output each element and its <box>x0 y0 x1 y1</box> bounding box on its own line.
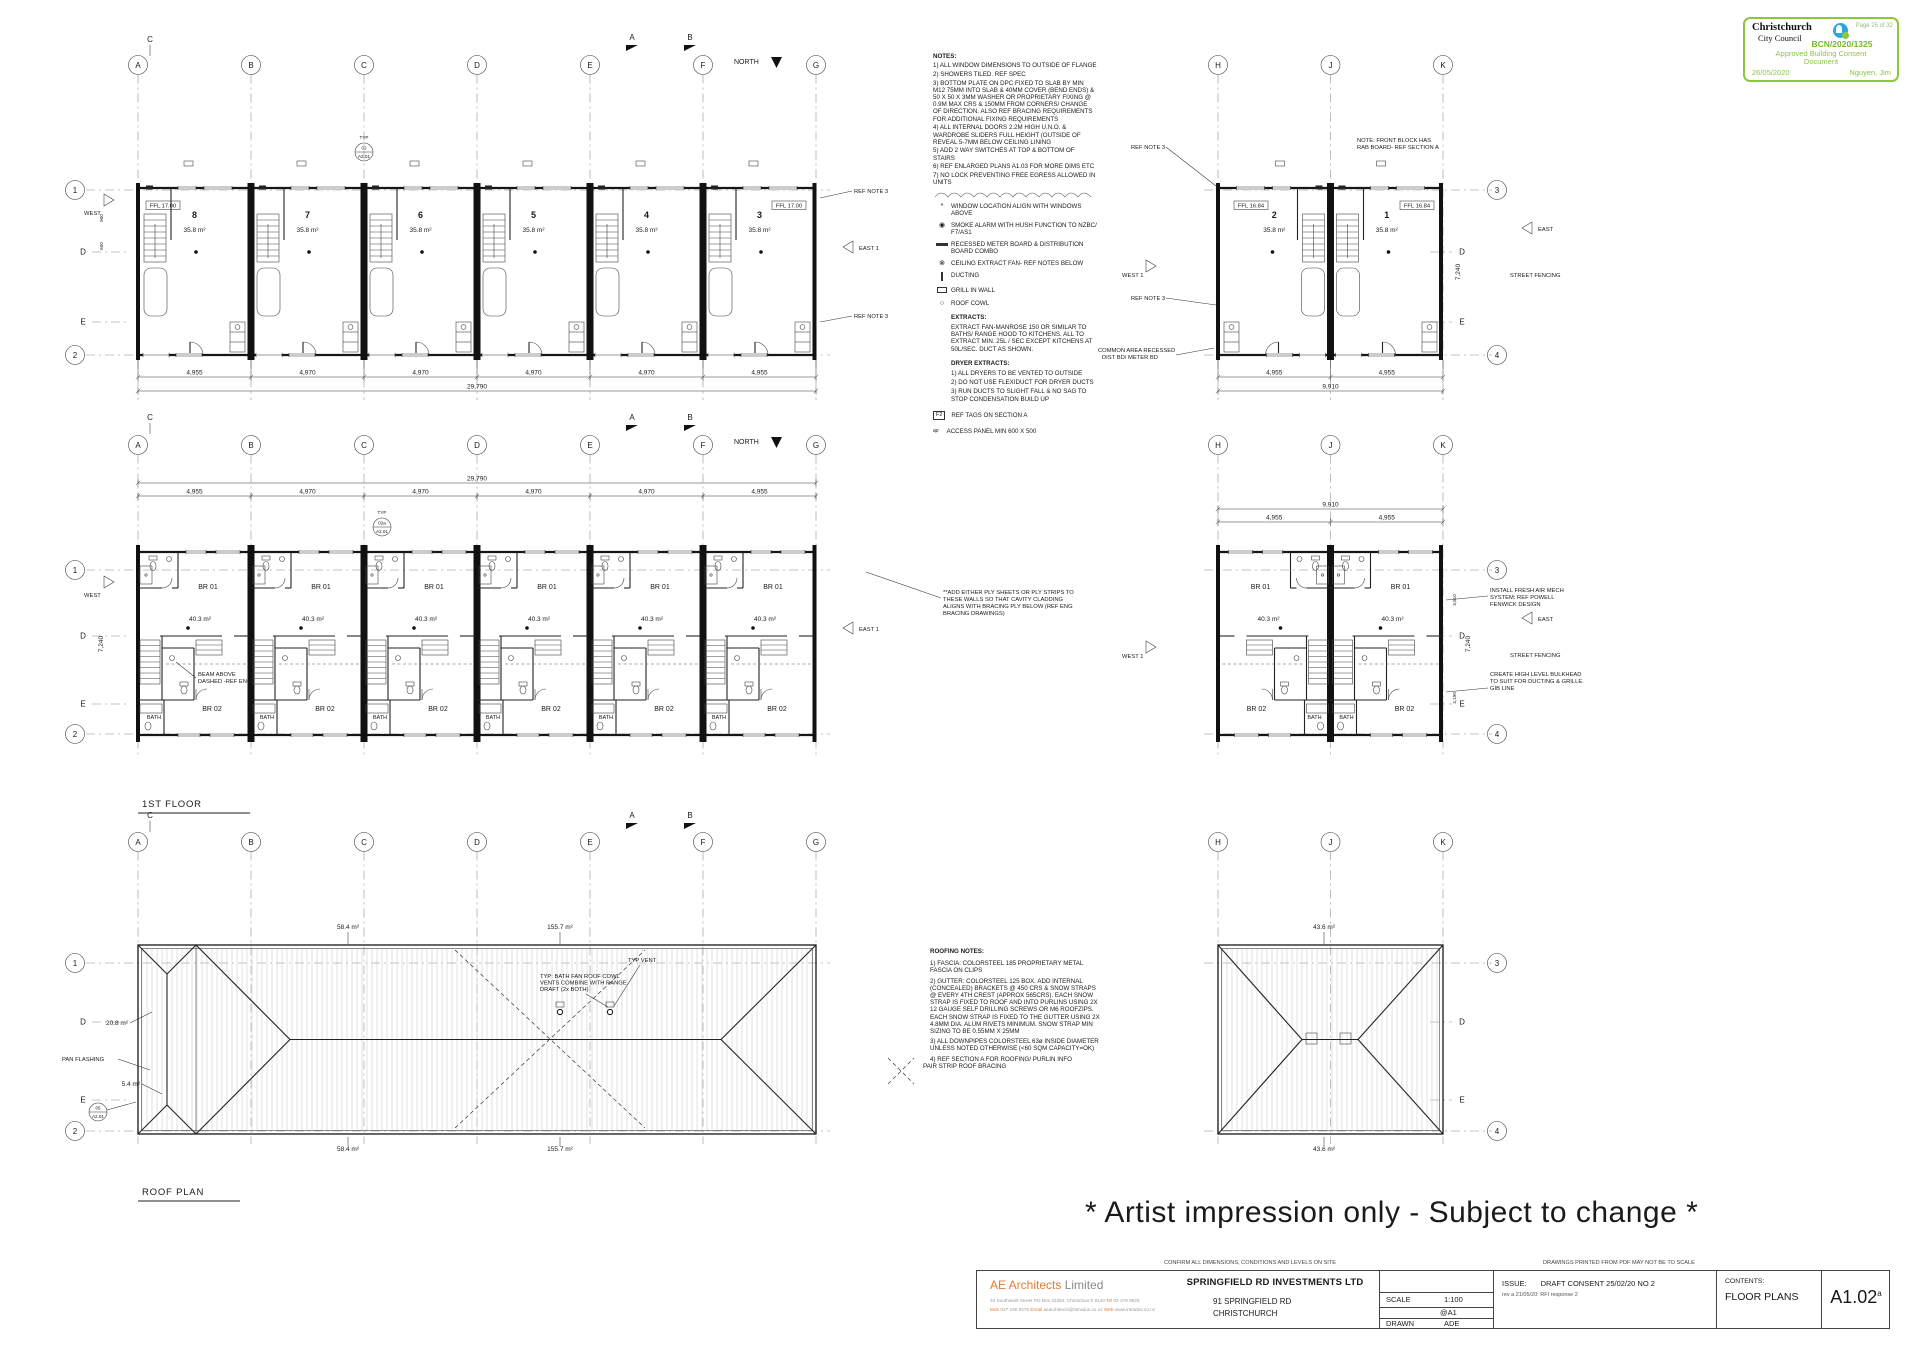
svg-text:4,970: 4,970 <box>299 488 316 496</box>
svg-text:FENWICK DESIGN: FENWICK DESIGN <box>1490 602 1541 608</box>
client-cell <box>1171 1271 1379 1328</box>
svg-text:NORTH: NORTH <box>734 439 759 446</box>
legend-text: CEILING EXTRACT FAN- REF NOTES BELOW <box>951 259 1084 267</box>
svg-text:BATH: BATH <box>1339 715 1354 721</box>
svg-text:BATH: BATH <box>598 715 614 721</box>
svg-text:DRAFT (2x BOTH): DRAFT (2x BOTH) <box>540 987 589 993</box>
svg-text:3: 3 <box>1494 565 1500 575</box>
legend-text: SMOKE ALARM WITH HUSH FUNCTION TO NZBC/ F7/AS1 <box>951 222 1097 237</box>
svg-text:40.3 m²: 40.3 m² <box>414 616 438 623</box>
roofing-note-item: 1) FASCIA: COLORSTEEL 185 PROPRIETARY METAL FASCIA ON CLIPS <box>930 960 1084 975</box>
drawn-value: ADE <box>1444 1319 1460 1328</box>
svg-text:4: 4 <box>643 210 650 220</box>
legend-text: ROOF COWL <box>951 299 990 307</box>
svg-text:4,970: 4,970 <box>299 369 316 377</box>
svg-text:8: 8 <box>191 210 198 220</box>
svg-text:4,955: 4,955 <box>751 369 768 377</box>
svg-text:BEAM ABOVE: BEAM ABOVE <box>198 672 236 678</box>
council-name-line2: City Council <box>1758 33 1802 43</box>
svg-text:K: K <box>1440 440 1446 450</box>
svg-text:D: D <box>80 631 86 641</box>
council-logo-icon <box>1833 23 1848 38</box>
svg-text:B: B <box>687 811 693 820</box>
svg-text:3: 3 <box>1494 185 1500 195</box>
svg-text:C: C <box>361 837 367 847</box>
ducting-icon <box>933 272 951 283</box>
svg-text:4,955: 4,955 <box>1266 514 1283 522</box>
svg-text:2: 2 <box>72 1126 78 1136</box>
svg-text:TO SUIT FOR DUCTING & GRILLE.: TO SUIT FOR DUCTING & GRILLE. <box>1490 679 1584 685</box>
svg-text:C: C <box>361 60 367 70</box>
svg-text:BR 02: BR 02 <box>428 706 448 713</box>
roofing-note-item: 3) ALL DOWNPIPES COLORSTEEL 63ø INSIDE DIAMETER UNLESS NOTED OTHERWISE (<60 SQM CAPACITY=OK) <box>930 1038 1099 1053</box>
svg-text:A2.01: A2.01 <box>375 529 389 534</box>
svg-text:1ST FLOOR: 1ST FLOOR <box>142 799 202 810</box>
sheet-number: A1.02$^a$ <box>1830 1287 1882 1307</box>
project-address-line1: 91 SPRINGFIELD RD <box>1213 1297 1292 1306</box>
council-approval-stamp <box>1743 17 1899 82</box>
drawn-label: DRAWN <box>1386 1319 1415 1328</box>
artist-impression-disclaimer: * Artist impression only - Subject to change * <box>1085 1196 1699 1229</box>
svg-text:BATH: BATH <box>146 715 162 721</box>
svg-text:4,955: 4,955 <box>1378 369 1395 377</box>
svg-text:REF NOTE 3: REF NOTE 3 <box>854 189 889 195</box>
svg-text:G: G <box>812 837 820 847</box>
svg-text:B: B <box>248 440 254 450</box>
svg-text:GIB LINE: GIB LINE <box>1490 686 1515 692</box>
title-block <box>976 1270 1890 1329</box>
window-location-asterisk-icon: * <box>940 203 944 211</box>
svg-text:05: 05 <box>95 1105 101 1111</box>
contents-cell <box>1716 1271 1822 1328</box>
svg-text:NOTE: FRONT BLOCK HAS: NOTE: FRONT BLOCK HAS <box>1357 138 1431 144</box>
notes-title: NOTES: <box>933 53 957 60</box>
svg-text:EAST: EAST <box>1538 227 1554 233</box>
svg-text:**ADD EITHER PLY SHEETS OR PLY: **ADD EITHER PLY SHEETS OR PLY STRIPS TO <box>943 590 1074 596</box>
smoke-alarm-icon: ◉ <box>938 222 946 230</box>
svg-text:4,955: 4,955 <box>1378 514 1395 522</box>
svg-text:THESE WALLS SO THAT CAVITY CLA: THESE WALLS SO THAT CAVITY CLADDING <box>943 597 1064 603</box>
svg-text:D: D <box>1459 631 1465 641</box>
svg-text:02: 02 <box>361 145 367 151</box>
svg-text:5: 5 <box>530 210 537 220</box>
svg-text:B: B <box>687 413 693 422</box>
stamp-date: 26/05/2020 <box>1752 68 1790 77</box>
svg-text:35.8 m²: 35.8 m² <box>522 227 545 234</box>
project-address-line2: CHRISTCHURCH <box>1213 1309 1278 1318</box>
svg-text:DASHED -REF ENG: DASHED -REF ENG <box>198 679 252 685</box>
dryer-item: 1) ALL DRYERS TO BE VENTED TO OUTSIDE <box>951 370 1083 377</box>
svg-text:3: 3 <box>756 210 763 220</box>
svg-text:J: J <box>1328 837 1333 847</box>
svg-text:D: D <box>474 440 480 450</box>
svg-text:C: C <box>147 413 153 422</box>
stamp-approved-line2: Document <box>1803 57 1839 66</box>
sheet-number-cell <box>1821 1271 1890 1328</box>
svg-text:E: E <box>1459 317 1465 327</box>
svg-text:40.3 m²: 40.3 m² <box>527 616 551 623</box>
svg-text:3,190: 3,190 <box>1452 692 1457 704</box>
svg-text:9,910: 9,910 <box>1322 501 1339 509</box>
sheet-size: @A1 <box>1440 1308 1457 1317</box>
extracts-body: EXTRACT FAN-MANROSE 150 OR SIMILAR TO BATHS/ RANGE HOOD TO KITCHENS. ALL TO EXTRACT MIN. 25L / SEC EXCEPT KITCHENS AT 50L/SEC. DUCT AS SHOWN. <box>951 323 1093 353</box>
svg-text:BR 01: BR 01 <box>650 584 670 591</box>
svg-text:FFL 17.00: FFL 17.00 <box>149 203 177 210</box>
roof-cowl-icon: ○ <box>939 299 945 307</box>
svg-text:A2.01: A2.01 <box>357 154 371 159</box>
svg-text:43.6 m²: 43.6 m² <box>1312 924 1336 931</box>
svg-text:WEST 1: WEST 1 <box>1122 654 1144 660</box>
svg-text:BRACING DRAWINGS): BRACING DRAWINGS) <box>943 611 1005 617</box>
svg-text:155.7 m²: 155.7 m² <box>547 924 573 931</box>
svg-text:BR 02: BR 02 <box>541 706 561 713</box>
svg-text:EAST: EAST <box>1538 617 1554 623</box>
svg-text:35.8 m²: 35.8 m² <box>296 227 319 234</box>
svg-text:FFL 16.84: FFL 16.84 <box>1237 203 1265 210</box>
svg-text:BATH: BATH <box>1307 715 1322 721</box>
svg-text:4,955: 4,955 <box>186 488 203 496</box>
roofing-note-item: 2) GUTTER: COLORSTEEL 125 BOX. ADD INTERNAL (CONCEALED) BRACKETS @ 450 CRS & SNOW STRAPS @ EVERY 4TH CREST (APPROX 565CRS). EACH SNOW STRAP IS FIXED TO ROOF AND INTO PURLINS USING 2X 12 GAUGE SELF DRILLING SCREWS OR M6 ROOFZIPS. EACH SNOW STRAP IS FIXED TO THE GUTTER USING 2X 4.8MM DIA. ALUM RIVETS MINIMUM. SNOW STRAP MIN SIZING TO BE 0.55MM X 25MM <box>930 977 1100 1036</box>
svg-text:COMMON AREA RECESSED: COMMON AREA RECESSED <box>1098 348 1176 354</box>
svg-text:EAST 1: EAST 1 <box>859 627 879 633</box>
contents-value: FLOOR PLANS <box>1725 1291 1799 1303</box>
svg-text:7: 7 <box>304 210 311 220</box>
scale-label: SCALE <box>1386 1295 1411 1304</box>
svg-text:29,790: 29,790 <box>467 475 487 483</box>
pdf-scale-note: DRAWINGS PRINTED FROM PDF MAY NOT BE TO SCALE <box>1543 1260 1695 1266</box>
svg-text:B: B <box>248 60 254 70</box>
contents-label: CONTENTS: <box>1725 1278 1765 1285</box>
svg-text:STREET FENCING: STREET FENCING <box>1510 273 1561 279</box>
legend-text: RECESSED METER BOARD & DISTRIBUTION BOARD COMBO <box>951 240 1084 256</box>
svg-text:7,240: 7,240 <box>98 635 105 653</box>
svg-text:BR 01: BR 01 <box>424 584 444 591</box>
svg-text:D: D <box>474 60 480 70</box>
svg-text:4,970: 4,970 <box>638 488 655 496</box>
svg-text:B: B <box>248 837 254 847</box>
svg-text:1: 1 <box>1384 210 1390 220</box>
svg-text:INSTALL FRESH AIR MECH: INSTALL FRESH AIR MECH <box>1490 588 1564 594</box>
svg-text:D: D <box>474 837 480 847</box>
svg-text:VENTS COMBINE WITH RANGE: VENTS COMBINE WITH RANGE <box>540 980 627 987</box>
svg-text:BR 01: BR 01 <box>1250 584 1271 591</box>
svg-text:DIST BD/ METER BD: DIST BD/ METER BD <box>1102 355 1158 361</box>
ceiling-extract-fan-icon: ⊗ <box>939 259 945 267</box>
svg-text:40.3 m²: 40.3 m² <box>753 616 777 623</box>
svg-text:G: G <box>812 60 820 70</box>
meter-board-icon <box>933 241 951 248</box>
svg-text:BR 01: BR 01 <box>1390 584 1411 591</box>
svg-text:4,970: 4,970 <box>412 488 429 496</box>
svg-text:6: 6 <box>417 210 424 220</box>
scale-value: 1:100 <box>1444 1295 1463 1304</box>
svg-text:BATH: BATH <box>485 715 501 721</box>
svg-text:REF NOTE 3: REF NOTE 3 <box>1131 145 1166 151</box>
svg-text:600: 600 <box>99 242 104 250</box>
svg-text:D: D <box>80 247 86 257</box>
client-name: SPRINGFIELD RD INVESTMENTS LTD <box>1186 1277 1364 1288</box>
svg-text:E: E <box>1459 699 1465 709</box>
svg-text:K: K <box>1440 60 1446 70</box>
svg-text:PAN FLASHING: PAN FLASHING <box>62 1057 105 1063</box>
svg-text:J: J <box>1328 440 1333 450</box>
svg-text:A: A <box>135 60 141 70</box>
svg-text:3: 3 <box>1494 958 1500 968</box>
grill-in-wall-icon <box>933 287 951 295</box>
svg-text:4,955: 4,955 <box>186 369 203 377</box>
svg-text:G: G <box>812 440 820 450</box>
svg-text:F: F <box>700 837 706 847</box>
svg-text:40.3 m²: 40.3 m² <box>188 616 212 623</box>
svg-text:1: 1 <box>72 958 78 968</box>
svg-text:7,240: 7,240 <box>1465 635 1472 653</box>
svg-text:4: 4 <box>1494 729 1500 739</box>
svg-text:BATH: BATH <box>259 715 275 721</box>
svg-text:NORTH: NORTH <box>734 59 759 66</box>
legend-text: WINDOW LOCATION ALIGN WITH WINDOWS ABOVE <box>951 203 1082 218</box>
roof-plans <box>62 811 1507 1201</box>
access-panel-text: ACCESS PANEL MIN 600 X 500 <box>946 428 1037 436</box>
svg-text:D: D <box>1459 247 1465 257</box>
svg-text:TYP VENT: TYP VENT <box>628 958 657 964</box>
svg-text:D: D <box>1459 1017 1465 1027</box>
note-item: 3) BOTTOM PLATE ON DPC FIXED TO SLAB BY MIN M12 75MM INTO SLAB & 40MM COVER (BEND ENDS) & 50 X 50 X 3MM WASHER OR PROPRIETARY FIXING @ 0.9M MAX CRS & 150MM FROM CORNERS/ CHANGE OF DIRECTION. ALSO REF BRACING REQUIREMENTS FOR ADDITIONAL FIXING REQUIREMENTS <box>933 79 1095 123</box>
svg-text:7,240: 7,240 <box>1455 263 1462 281</box>
svg-text:BR 02: BR 02 <box>315 706 335 713</box>
first-floor-plans <box>66 413 1585 813</box>
svg-text:35.8 m²: 35.8 m² <box>635 227 658 234</box>
stamp-approved-line1: Approved Building Consent <box>1775 49 1867 58</box>
svg-text:ROOF PLAN: ROOF PLAN <box>142 1187 205 1198</box>
svg-text:2: 2 <box>1271 210 1277 220</box>
svg-text:4,970: 4,970 <box>412 369 429 377</box>
roofing-notes-title: ROOFING NOTES: <box>930 948 984 955</box>
svg-text:1: 1 <box>72 565 78 575</box>
firm-name: AE Architects Limited <box>990 1278 1104 1292</box>
svg-text:WEST: WEST <box>84 593 101 599</box>
svg-text:D: D <box>80 1017 86 1027</box>
svg-text:155.7 m²: 155.7 m² <box>547 1146 573 1153</box>
svg-text:A: A <box>629 811 635 820</box>
svg-text:BR 01: BR 01 <box>763 584 783 591</box>
svg-text:F: F <box>700 440 706 450</box>
firm-address-line2: Mob 027 230 9276 Email aearchitects@intrados.co.nz Web www.intrados.co.nz <box>990 1307 1156 1312</box>
svg-text:29,790: 29,790 <box>467 383 487 391</box>
svg-text:H: H <box>1215 837 1221 847</box>
svg-text:2: 2 <box>72 729 78 739</box>
note-item: 2) SHOWERS TILED. REF SPEC <box>933 70 1026 78</box>
svg-text:H: H <box>1215 440 1221 450</box>
revision-note: rev a 21/05/20: RFI response 2 <box>1502 1292 1578 1298</box>
svg-text:ALIGNS WITH BRACING PLY BELOW: ALIGNS WITH BRACING PLY BELOW (REF ENG <box>943 604 1073 610</box>
ref-tag-text: REF TAGS ON SECTION A <box>951 411 1028 419</box>
scale-cell <box>1379 1271 1494 1328</box>
svg-text:BATH: BATH <box>372 715 388 721</box>
note-item: 4) ALL INTERNAL DOORS 2.2M HIGH U.N.O. & WARDROBE SLIDERS FULL HEIGHT (OUTSIDE OF REVEAL 5-7MM BELOW CEILING LINING <box>933 124 1081 146</box>
dryer-item: 3) RUN DUCTS TO SLIGHT FALL & NO SAG TO STOP CONDENSATION BUILD UP <box>951 388 1087 403</box>
svg-text:REF NOTE 3: REF NOTE 3 <box>1131 296 1166 302</box>
svg-text:40.3 m²: 40.3 m² <box>1381 616 1404 623</box>
svg-text:REF NOTE 3: REF NOTE 3 <box>854 314 889 320</box>
roofing-note-item: 4) REF SECTION A FOR ROOFING/ PURLIN INFO <box>930 1055 1072 1063</box>
ground-floor-plans <box>66 33 1561 403</box>
svg-text:4,970: 4,970 <box>638 369 655 377</box>
pair-strip-label: PAIR STRIP ROOF BRACING <box>923 1063 1007 1070</box>
issue-cell <box>1493 1271 1717 1328</box>
dryer-item: 2) DO NOT USE FLEXIDUCT FOR DRYER DUCTS <box>951 379 1094 387</box>
svg-text:FFL 17.00: FFL 17.00 <box>775 203 803 210</box>
svg-text:40.3 m²: 40.3 m² <box>301 616 325 623</box>
svg-text:FFL 16.84: FFL 16.84 <box>1403 203 1431 210</box>
svg-text:BR 01: BR 01 <box>311 584 331 591</box>
svg-text:BR 02: BR 02 <box>767 706 787 713</box>
svg-text:35.8 m²: 35.8 m² <box>183 227 206 234</box>
svg-text:35.8 m²: 35.8 m² <box>1263 227 1286 234</box>
svg-text:BR 01: BR 01 <box>537 584 557 591</box>
note-item: 1) ALL WINDOW DIMENSIONS TO OUTSIDE OF FLANGE <box>933 62 1097 70</box>
dryer-extracts-title: DRYER EXTRACTS: <box>951 359 1010 367</box>
svg-text:35.8 m²: 35.8 m² <box>1375 227 1398 234</box>
svg-text:5.4 m²: 5.4 m² <box>121 1081 140 1088</box>
stamp-consent-number: BCN/2020/1325 <box>1811 39 1873 49</box>
general-notes <box>933 53 1097 435</box>
stamp-page-number: Page 25 of 32 <box>1855 23 1893 29</box>
svg-text:20.8 m²: 20.8 m² <box>105 1020 128 1027</box>
svg-text:BR 02: BR 02 <box>1394 706 1415 713</box>
svg-text:TYP: TYP <box>377 510 387 515</box>
svg-text:40.3 m²: 40.3 m² <box>640 616 664 623</box>
svg-text:E: E <box>587 60 593 70</box>
svg-text:E: E <box>80 317 86 327</box>
svg-text:C: C <box>361 440 367 450</box>
svg-text:4,970: 4,970 <box>525 369 542 377</box>
extracts-title: EXTRACTS: <box>951 313 987 321</box>
svg-text:E: E <box>80 699 86 709</box>
svg-text:1: 1 <box>72 185 78 195</box>
svg-text:EAST 1: EAST 1 <box>859 246 879 252</box>
revision-cloud-divider <box>933 190 1093 199</box>
svg-text:4: 4 <box>1494 1126 1500 1136</box>
svg-text:900: 900 <box>99 214 104 222</box>
note-item: 6) REF ENLARGED PLANS A1.03 FOR MORE DIMS ETC <box>933 163 1095 171</box>
svg-text:K: K <box>1440 837 1446 847</box>
svg-text:4: 4 <box>1494 350 1500 360</box>
svg-text:BR 02: BR 02 <box>202 706 222 713</box>
svg-text:RAB BOARD- REF SECTION A: RAB BOARD- REF SECTION A <box>1357 145 1439 151</box>
roofing-notes <box>930 948 1100 1066</box>
ref-tag-icon: F2 <box>933 411 945 420</box>
svg-text:H: H <box>1215 60 1221 70</box>
svg-text:35.8 m²: 35.8 m² <box>409 227 432 234</box>
svg-text:43.6 m²: 43.6 m² <box>1312 1146 1336 1153</box>
council-name-line1: Christchurch <box>1752 22 1812 33</box>
svg-text:4,970: 4,970 <box>525 488 542 496</box>
svg-text:4,955: 4,955 <box>1266 369 1283 377</box>
svg-text:BR 02: BR 02 <box>1246 706 1267 713</box>
svg-text:BR 01: BR 01 <box>198 584 218 591</box>
svg-text:E: E <box>587 440 593 450</box>
svg-text:35.8 m²: 35.8 m² <box>748 227 771 234</box>
svg-text:WEST 1: WEST 1 <box>1122 273 1144 279</box>
svg-text:A: A <box>135 440 141 450</box>
svg-text:SYSTEM: REF POWELL: SYSTEM: REF POWELL <box>1490 595 1555 601</box>
svg-text:40.3 m²: 40.3 m² <box>1257 616 1280 623</box>
svg-text:A: A <box>135 837 141 847</box>
svg-text:J: J <box>1328 60 1333 70</box>
firm-address-line1: 34 Southwark Street PO Box 22284, Christchurch 8140 Tel 03 379 9525 <box>990 1298 1140 1303</box>
svg-text:E: E <box>1459 1095 1465 1105</box>
legend-text: GRILL IN WALL <box>951 287 995 295</box>
svg-text:A: A <box>629 33 635 42</box>
svg-text:STREET FENCING: STREET FENCING <box>1510 653 1561 659</box>
svg-text:3,510: 3,510 <box>1452 594 1457 606</box>
svg-text:C: C <box>147 35 153 44</box>
svg-text:F: F <box>700 60 706 70</box>
svg-text:BR 02: BR 02 <box>654 706 674 713</box>
svg-text:A: A <box>629 413 635 422</box>
confirm-dimensions-note: CONFIRM ALL DIMENSIONS, CONDITIONS AND LEVELS ON SITE <box>1164 1260 1336 1266</box>
svg-text:58.4 m²: 58.4 m² <box>336 1146 360 1153</box>
svg-text:58.4 m²: 58.4 m² <box>336 924 360 931</box>
note-item: 7) NO LOCK PREVENTING FREE EGRESS ALLOWED IN UNITS <box>933 172 1096 187</box>
svg-text:TYP: TYP <box>359 135 369 140</box>
issue-row: ISSUE: DRAFT CONSENT 25/02/20 NO 2 <box>1502 1279 1655 1288</box>
svg-text:TYP: BATH FAN ROOF COWL: TYP: BATH FAN ROOF COWL <box>540 974 620 980</box>
svg-text:C: C <box>147 811 153 820</box>
svg-text:CREATE HIGH LEVEL BULKHEAD: CREATE HIGH LEVEL BULKHEAD <box>1490 672 1582 678</box>
legend-text: DUCTING <box>951 271 980 279</box>
svg-text:2: 2 <box>72 350 78 360</box>
access-panel-icon: ap <box>933 428 939 435</box>
svg-text:E: E <box>80 1095 86 1105</box>
stamp-officer: Nguyen, Jim <box>1849 68 1891 77</box>
architect-cell <box>977 1271 1171 1328</box>
svg-text:4,955: 4,955 <box>751 488 768 496</box>
svg-text:02a: 02a <box>378 520 386 526</box>
svg-text:WEST: WEST <box>84 211 101 217</box>
svg-text:BATH: BATH <box>711 715 727 721</box>
svg-text:E: E <box>587 837 593 847</box>
svg-text:B: B <box>687 33 693 42</box>
note-item: 5) ADD 2 WAY SWITCHES AT TOP & BOTTOM OF STAIRS <box>933 147 1075 162</box>
svg-text:A2.01: A2.01 <box>91 1114 105 1119</box>
svg-text:9,910: 9,910 <box>1322 383 1339 391</box>
